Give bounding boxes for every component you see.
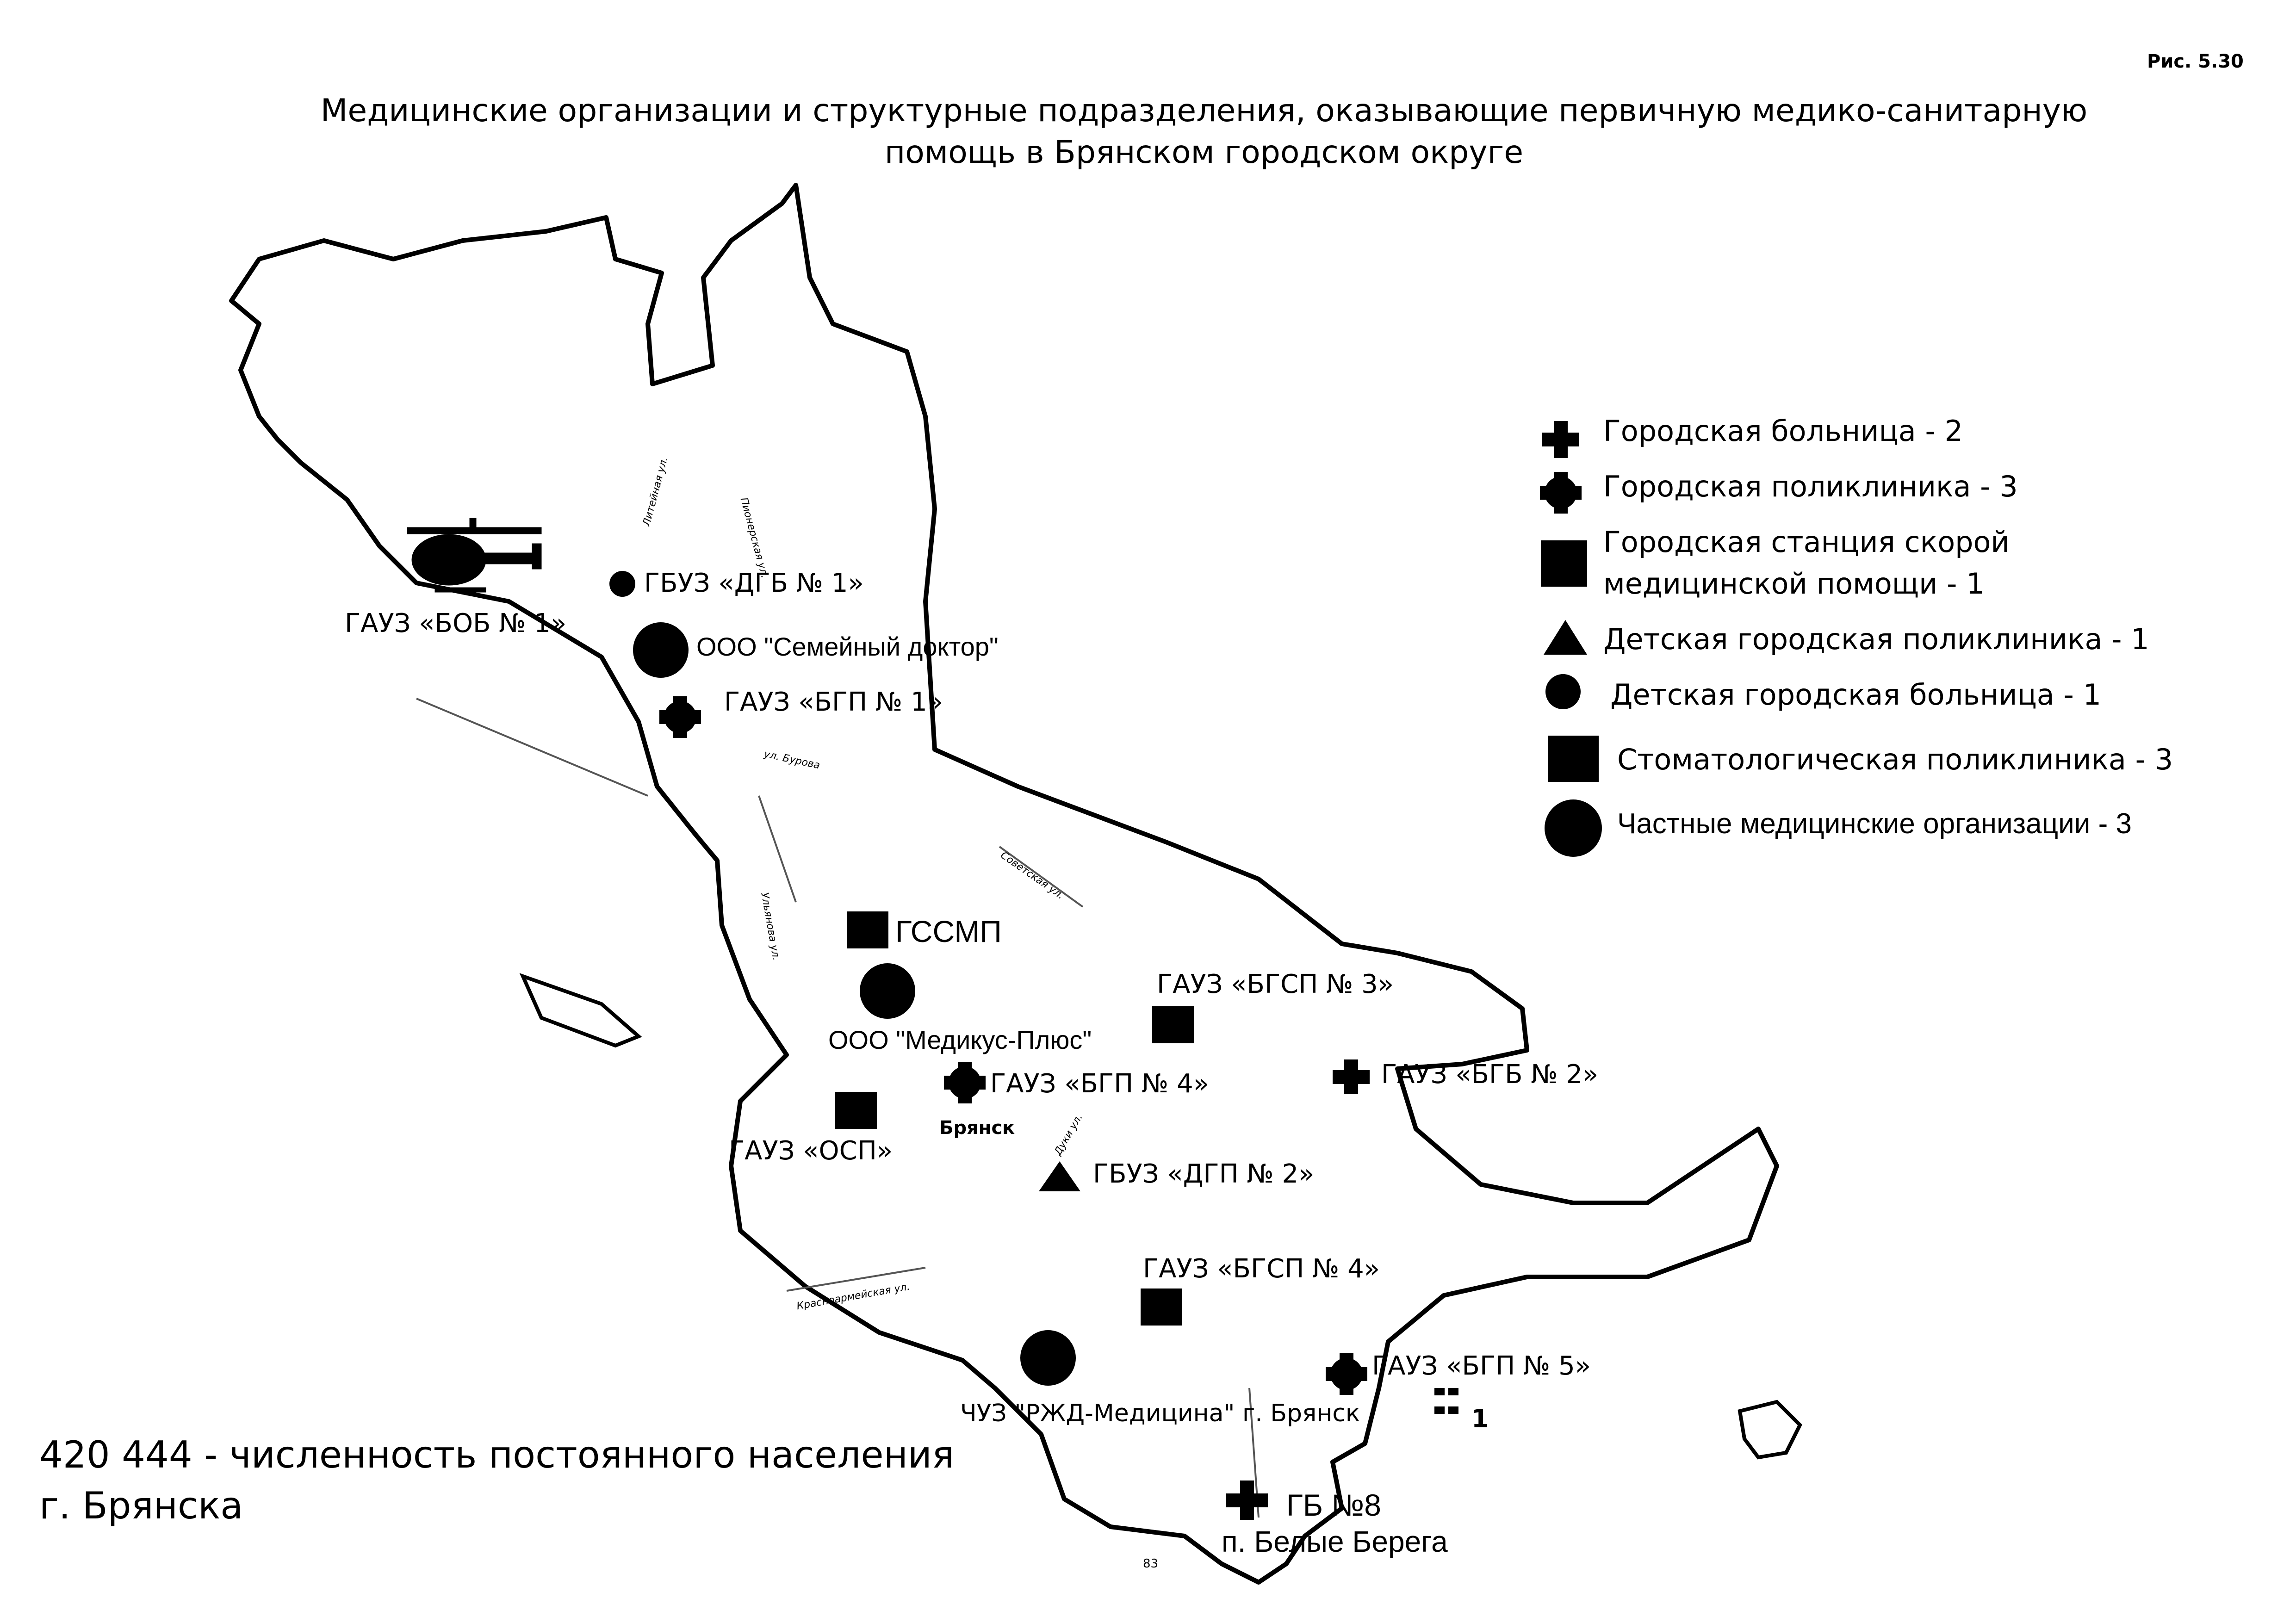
label-bgp4: ГАУЗ «БГП № 4» bbox=[990, 1069, 1209, 1099]
label-gb8: ГБ №8 bbox=[1286, 1488, 1381, 1522]
street-label: Дуки ул. bbox=[1052, 1112, 1085, 1158]
dgb1-marker[interactable] bbox=[609, 571, 635, 597]
label-bgp1: ГАУЗ «БГП № 1» bbox=[724, 687, 943, 717]
legend-circle-icon bbox=[1545, 674, 1581, 709]
legend-item-city-hospital: Городская больница - 2 bbox=[1603, 414, 1963, 448]
legend-square-icon bbox=[1541, 540, 1587, 587]
legend-item-children-polyclinic: Детская городская поликлиника - 1 bbox=[1603, 622, 2149, 656]
label-semeiny: ООО "Семейный доктор" bbox=[696, 632, 999, 661]
label-bgb2: ГАУЗ «БГБ № 2» bbox=[1381, 1059, 1599, 1090]
legend-item-children-hospital: Детская городская больница - 1 bbox=[1610, 678, 2102, 712]
label-belye-berega: п. Белые Берега bbox=[1222, 1525, 1448, 1558]
legend-item-ambulance-line2: медицинской помощи - 1 bbox=[1603, 567, 1985, 601]
label-bgsp3: ГАУЗ «БГСП № 3» bbox=[1157, 969, 1394, 999]
legend-item-private: Частные медицинские организации - 3 bbox=[1617, 808, 2132, 840]
label-rzhd: ЧУЗ "РЖД-Медицина" г. Брянск bbox=[960, 1400, 1360, 1427]
population-line1: 420 444 - численность постоянного населения bbox=[39, 1433, 955, 1476]
street-label: Красноармейская ул. bbox=[795, 1281, 911, 1313]
page-title-line2: помощь в Брянском городском округе bbox=[884, 134, 1524, 171]
count-dots-icon bbox=[1434, 1388, 1458, 1414]
label-osp: ГАУЗ «ОСП» bbox=[729, 1136, 893, 1166]
rzhd-marker[interactable] bbox=[1020, 1330, 1076, 1386]
street-label: Советская ул. bbox=[998, 849, 1066, 902]
legend-circle-icon bbox=[1545, 799, 1602, 857]
page-number: 83 bbox=[1143, 1557, 1159, 1571]
population-note bbox=[39, 1430, 954, 1531]
label-count: 1 bbox=[1471, 1404, 1489, 1433]
dgp2-marker[interactable] bbox=[1039, 1161, 1080, 1191]
semeiny-marker[interactable] bbox=[633, 622, 689, 678]
label-dgp2: ГБУЗ «ДГП № 2» bbox=[1093, 1159, 1315, 1189]
label-gssmp: ГССМП bbox=[895, 914, 1002, 948]
label-bob1: ГАУЗ «БОБ № 1» bbox=[345, 608, 567, 638]
legend-cross-icon bbox=[1542, 421, 1579, 458]
legend-square-icon bbox=[1548, 736, 1599, 782]
label-bgsp4: ГАУЗ «БГСП № 4» bbox=[1143, 1254, 1380, 1284]
helicopter-icon bbox=[407, 518, 541, 592]
bgp4-marker[interactable] bbox=[944, 1062, 986, 1103]
gssmp-marker[interactable] bbox=[847, 911, 888, 948]
bgsp4-marker[interactable] bbox=[1141, 1288, 1182, 1326]
label-city: Брянск bbox=[939, 1117, 1015, 1139]
river-island bbox=[523, 976, 639, 1046]
medikus-marker[interactable] bbox=[860, 963, 915, 1019]
figure-number: Рис. 5.30 bbox=[2147, 51, 2244, 72]
street-label: Пионерская ул. bbox=[738, 496, 770, 580]
legend-item-ambulance-line1: Городская станция скорой bbox=[1603, 525, 2010, 559]
gb8-marker[interactable] bbox=[1226, 1481, 1268, 1520]
street-label: ул. Бурова bbox=[763, 748, 821, 772]
bgp1-marker[interactable] bbox=[659, 696, 701, 738]
osp-marker[interactable] bbox=[835, 1092, 877, 1129]
population-line2: г. Брянска bbox=[39, 1484, 243, 1527]
bgb2-marker[interactable] bbox=[1333, 1059, 1370, 1094]
legend-item-city-polyclinic: Городская поликлиника - 3 bbox=[1603, 470, 2018, 503]
page-title: Медицинские организации и структурные подразделения, оказывающие первичную медико-санитарную bbox=[320, 93, 2088, 129]
bgsp3-marker[interactable] bbox=[1152, 1006, 1194, 1043]
street-label: Литейная ул. bbox=[640, 456, 670, 527]
legend-item-dental: Стоматологическая поликлиника - 3 bbox=[1617, 743, 2173, 776]
river-island bbox=[1740, 1402, 1800, 1457]
bgp5-marker[interactable] bbox=[1326, 1353, 1367, 1395]
label-medikus: ООО "Медикус-Плюс" bbox=[828, 1025, 1092, 1054]
label-bgp5: ГАУЗ «БГП № 5» bbox=[1372, 1351, 1591, 1381]
street-label: Ульянова ул. bbox=[758, 891, 782, 962]
legend-triangle-icon bbox=[1544, 620, 1587, 655]
label-dgb1: ГБУЗ «ДГБ № 1» bbox=[644, 568, 864, 598]
legend-rounded-cross-icon bbox=[1540, 472, 1582, 514]
